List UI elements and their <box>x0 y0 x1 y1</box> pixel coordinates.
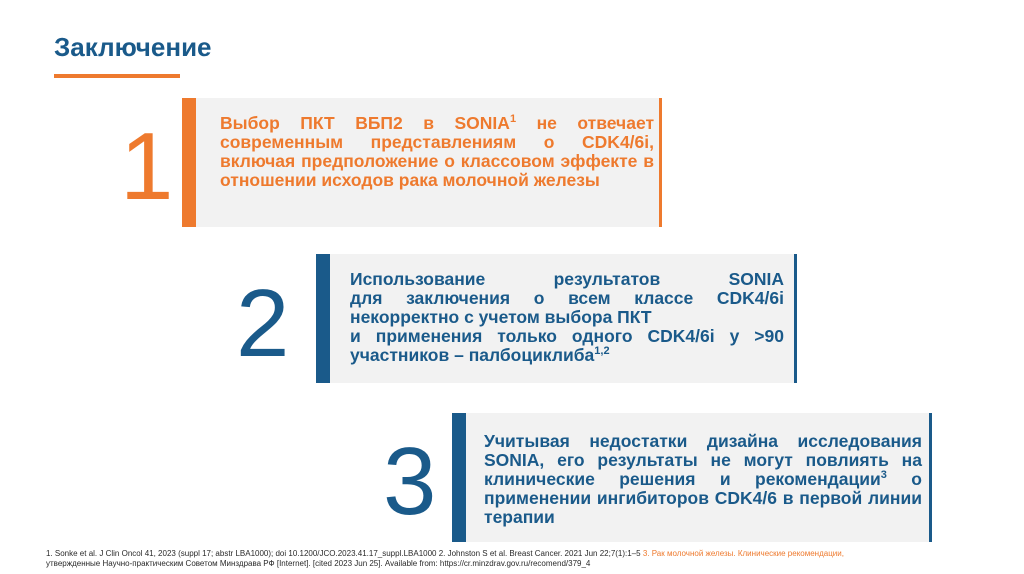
conclusion-text-3: Учитывая недостатки дизайна исследования SONIA, его результаты не могут повлиять на клинические решения и рекомендации$^3$ о применении ингибиторов CDK4/6 в первой линии терапии <box>484 431 922 527</box>
card-accent-bar <box>452 413 466 542</box>
card-accent-bar <box>316 254 330 383</box>
conclusion-card-1 <box>182 98 662 227</box>
conclusion-text-2: Использование результатов SONIA для заключения о всем классе CDK4/6i некорректно с учетом выбора ПКТ и применения только одного CDK4/6i у >90 участников – палбоциклиба$^{1,2}$ <box>350 269 784 365</box>
item-number-2: 2 <box>236 270 290 377</box>
title-underline <box>54 74 180 78</box>
item-number-3: 3 <box>383 428 437 535</box>
card-accent-bar <box>182 98 196 227</box>
page-title: Заключение <box>54 32 212 62</box>
item-number-1: 1 <box>120 113 174 220</box>
conclusion-text-1: Выбор ПКТ ВБП2 в SONIA$^1$ не отвечает современным представлениям о CDK4/6i, включая предположение о классовом эффекте в отношении исходов рака молочной железы <box>220 113 655 190</box>
card-right-border <box>659 98 662 227</box>
conclusion-card-3 <box>452 413 932 542</box>
conclusion-card-2 <box>316 254 797 383</box>
card-right-border <box>794 254 797 383</box>
footnote: 1. Sonke et al. J Clin Oncol 41, 2023 (suppl 17; abstr LBA1000); doi 10.1200/JCO.2023.41.17_suppl.LBA1000 2. Johnston S et al. Breast Cancer. 2021 Jun 22;7(1):1–5 3. Рак молочной железы. Клинические рекомендации, утвержденные Научно-практическим Советом Минздрава РФ [Internet]. [cited 2023 Jun 25]. Available from: https://cr.minzdrav.gov.ru/recomend/379_4 <box>46 549 844 568</box>
card-right-border <box>929 413 932 542</box>
